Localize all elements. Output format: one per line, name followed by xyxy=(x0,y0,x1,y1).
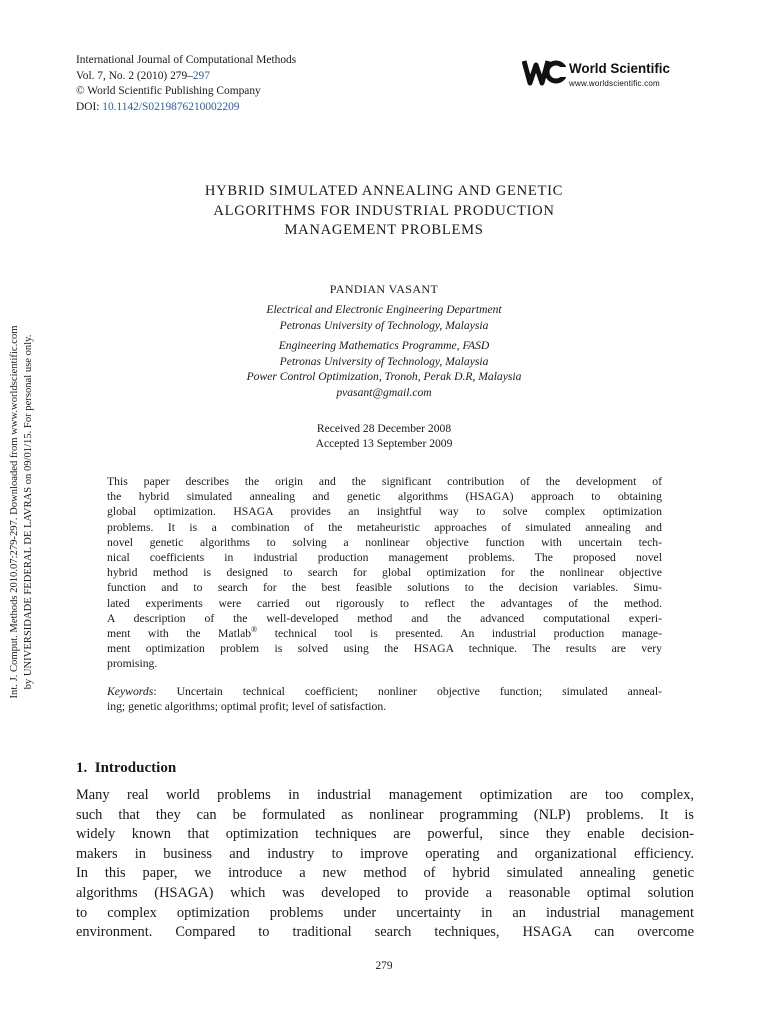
copyright-line: © World Scientific Publishing Company xyxy=(76,85,261,98)
section-heading xyxy=(76,760,176,777)
abstract xyxy=(107,474,662,672)
abstract-line: lated experiments were carried out rigorously to reflect the advantages of the method. xyxy=(107,596,662,610)
doi-link[interactable]: 10.1142/S0219876210002209 xyxy=(102,100,240,113)
publisher-url: www.worldscientific.com xyxy=(569,79,660,88)
abstract-line: hybrid method is designed to search for global optimization for the nonlinear objective xyxy=(107,566,662,580)
body-line: widely known that optimization techniques are powerful, since they enable decision- xyxy=(76,826,694,843)
abstract-line xyxy=(107,626,662,641)
keywords-line xyxy=(107,684,662,699)
download-note-text xyxy=(8,297,36,727)
abstract-line: nical coefficients in industrial production management problems. The proposed novel xyxy=(107,551,662,565)
body-line: such that they can be formulated as nonlinear programming (NLP) problems. It is xyxy=(76,806,694,823)
abstract-line: novel genetic algorithms to solving a nonlinear objective function with uncertain tech- xyxy=(107,535,662,549)
affiliations xyxy=(84,302,684,401)
abstract-line: This paper describes the origin and the significant contribution of the development of xyxy=(107,475,662,488)
abstract-line: global optimization. HSAGA provides an insightful way to solve complex optimization xyxy=(107,505,662,519)
volume-line xyxy=(76,69,296,85)
abstract-line: function and to search for the best feasible solutions to the decision variables. Simu- xyxy=(107,581,662,595)
abstract-line: problems. It is a combination of the metaheuristic approaches of simulated annealing and xyxy=(107,520,662,534)
doi-line xyxy=(76,100,296,116)
title-line-1: HYBRID SIMULATED ANNEALING AND GENETIC xyxy=(204,183,564,199)
submission-dates xyxy=(84,421,684,452)
keywords-label: Keywords xyxy=(107,685,154,698)
journal-name: International Journal of Computational Methods xyxy=(76,54,297,66)
last-page-link[interactable]: 297 xyxy=(192,69,210,82)
abstract-line: ment optimization problem is solved using the HSAGA technique. The results are very xyxy=(107,642,662,656)
title-line-3: MANAGEMENT PROBLEMS xyxy=(284,222,484,239)
abstract-line-part: technical tool is presented. An industrial production manage- xyxy=(257,627,663,641)
page-number: 279 xyxy=(375,960,393,972)
journal-header xyxy=(76,53,296,115)
received-date: Received 28 December 2008 xyxy=(316,422,452,435)
doi-label: DOI: xyxy=(76,100,100,113)
download-note-line-1: Int. J. Comput. Methods 2010.07:279-297. Downloaded from www.worldscientific.com xyxy=(9,325,20,699)
publisher-name: World Scientific xyxy=(569,61,670,76)
accepted-date: Accepted 13 September 2009 xyxy=(315,437,453,451)
body-line: environment. Compared to traditional search techniques, HSAGA can overcome xyxy=(76,924,694,941)
affiliation-company: Power Control Optimization, Tronoh, Perak D.R, Malaysia xyxy=(246,370,522,384)
abstract-line-part: ment with the Matlab xyxy=(107,627,252,641)
affiliation-programme: Engineering Mathematics Programme, FASD xyxy=(278,339,490,353)
body-line: In this paper, we introduce a new method of hybrid simulated annealing genetic xyxy=(76,865,694,882)
affiliation-dept: Electrical and Electronic Engineering Department xyxy=(266,303,502,316)
section-title: Introduction xyxy=(94,760,177,776)
abstract-line: A description of the well-developed method and the advanced computational experi- xyxy=(107,611,662,625)
publisher-logo xyxy=(522,55,702,95)
author-email[interactable]: pvasant@gmail.com xyxy=(336,385,432,399)
world-scientific-logo-icon xyxy=(522,55,566,89)
affiliation-univ-2: Petronas University of Technology, Malaysia xyxy=(279,354,489,368)
volume-info: Vol. 7, No. 2 (2010) 279– xyxy=(76,69,193,82)
paper-title xyxy=(84,182,684,241)
download-note xyxy=(2,297,42,727)
abstract-line: the hybrid simulated annealing and genetic algorithms (HSAGA) approach to obtaining xyxy=(107,490,662,504)
body-text xyxy=(76,786,694,943)
keywords-line: ing; genetic algorithms; optimal profit; level of satisfaction. xyxy=(107,700,387,714)
abstract-line: promising. xyxy=(107,657,158,671)
author-name: PANDIAN VASANT xyxy=(329,282,439,296)
keywords xyxy=(107,684,662,714)
section-number: 1. xyxy=(76,760,88,776)
body-line: makers in business and industry to improve operating and organizational efficiency. xyxy=(76,845,694,862)
keywords-text: : Uncertain technical coefficient; nonliner objective function; simulated anneal- xyxy=(153,685,662,698)
title-line-2: ALGORITHMS FOR INDUSTRIAL PRODUCTION xyxy=(213,202,555,219)
download-note-line-2: by UNIVERSIDADE FEDERAL DE LAVRAS on 09/01/15. For personal use only. xyxy=(23,334,34,690)
registered-mark: ® xyxy=(251,625,258,635)
body-line: Many real world problems in industrial management optimization are too complex, xyxy=(76,787,694,803)
body-line: to complex optimization problems under uncertainty in an industrial management xyxy=(76,904,694,921)
affiliation-univ-1: Petronas University of Technology, Malaysia xyxy=(279,318,489,332)
body-line: algorithms (HSAGA) which was developed to provide a reasonable optimal solution xyxy=(76,884,694,901)
